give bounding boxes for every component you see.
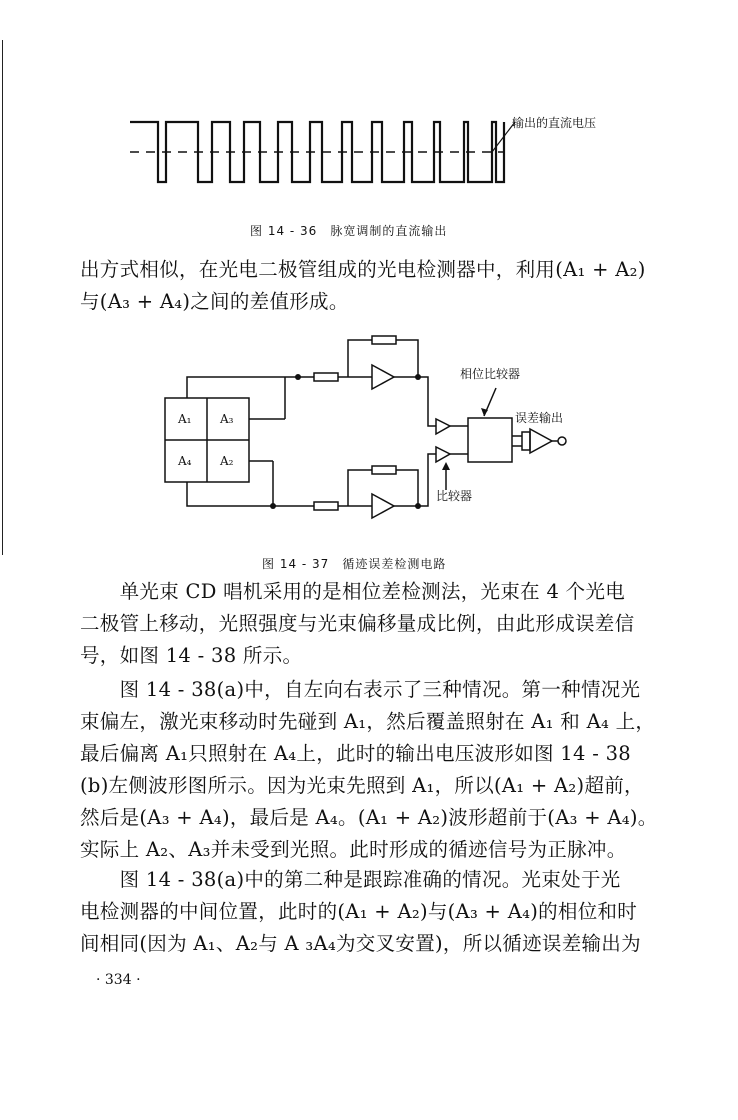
text-line: 间相同(因为 A₁、A₂与 A ₃A₄为交叉安置)，所以循迹误差输出为: [80, 932, 641, 955]
text-line: 最后偏离 A₁只照射在 A₄上，此时的输出电压波形如图 14 - 38: [80, 742, 632, 765]
phase-comparator-label: 相位比较器: [460, 367, 521, 381]
phase-comparator-box: [468, 418, 512, 462]
cell-a4: A₄: [178, 454, 192, 468]
error-output-label: 误差输出: [515, 411, 564, 425]
bottom-amplifier: [372, 494, 394, 518]
top-amplifier: [372, 365, 394, 389]
text-line: 单光束 CD 唱机采用的是相位差检测法，光束在 4 个光电: [80, 580, 626, 603]
text-line: 然后是(A₃ + A₄)，最后是 A₄。(A₁ + A₂)波形超前于(A₃ + A₄)。: [80, 806, 658, 829]
text-line: 电检测器的中间位置，此时的(A₁ + A₂)与(A₃ + A₄)的相位和时: [80, 900, 638, 923]
figure-14-37-caption: 图 14 - 37 循迹误差检测电路: [262, 557, 447, 571]
top-feedback-resistor: [372, 336, 396, 344]
text-line: 图 14 - 38(a)中，自左向右表示了三种情况。第一种情况光: [80, 678, 641, 701]
text-line: 号，如图 14 - 38 所示。: [80, 644, 303, 667]
page-edge-line: [2, 40, 3, 555]
intro-line-1: 出方式相似，在光电二极管组成的光电检测器中，利用(A₁ + A₂): [80, 258, 646, 281]
dc-output-label: 输出的直流电压: [512, 116, 597, 130]
text-line: 二极管上移动，光照强度与光束偏移量成比例，由此形成误差信: [80, 612, 635, 635]
bottom-resistor: [314, 502, 338, 510]
comparator-top: [436, 419, 450, 434]
paragraph-1: [80, 576, 634, 672]
comparator-label: 比较器: [436, 489, 473, 503]
page-number: · 334 ·: [96, 972, 141, 988]
figure-14-36-caption: 图 14 - 36 脉宽调制的直流输出: [250, 224, 448, 238]
text-line: 实际上 A₂、A₃并未受到光照。此时形成的循迹信号为正脉冲。: [80, 838, 627, 861]
output-amplifier: [530, 429, 552, 453]
text-line: 束偏左，激光束移动时先碰到 A₁，然后覆盖照射在 A₁ 和 A₄ 上，: [80, 710, 656, 733]
text-line: (b)左侧波形图所示。因为光束先照到 A₁，所以(A₁ + A₂)超前，: [80, 774, 644, 797]
paragraph-3: [80, 864, 641, 960]
paragraph-2: [80, 674, 658, 866]
output-terminal: [558, 437, 566, 445]
comparator-bottom: [436, 447, 450, 462]
text-line: 图 14 - 38(a)中的第二种是跟踪准确的情况。光束处于光: [80, 868, 621, 891]
bottom-feedback-resistor: [372, 466, 396, 474]
cell-a1: A₁: [178, 412, 192, 426]
intro-line-2: 与(A₃ + A₄)之间的差值形成。: [80, 290, 349, 313]
cell-a2: A₂: [220, 454, 234, 468]
cell-a3: A₃: [220, 412, 234, 426]
top-resistor: [314, 373, 338, 381]
tracking-circuit-diagram: [150, 330, 590, 530]
